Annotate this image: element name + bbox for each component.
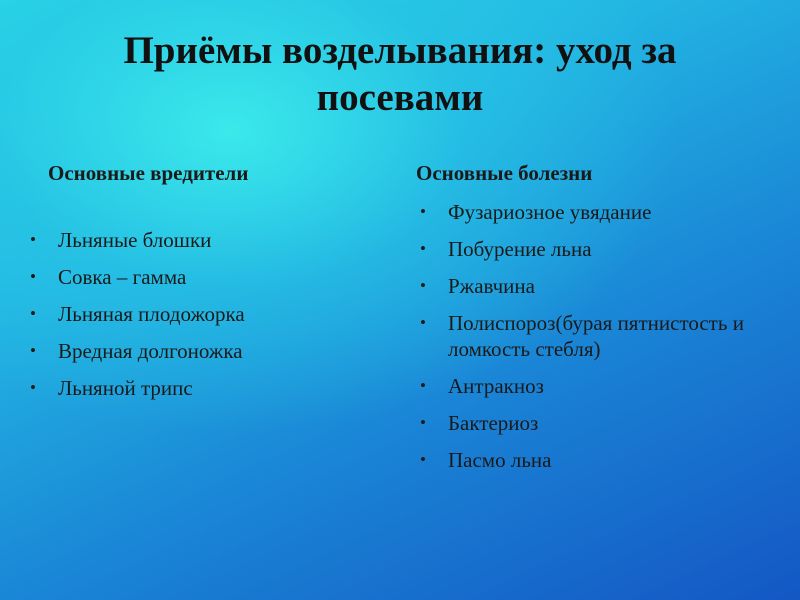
bullet-icon: • xyxy=(30,378,36,397)
list-item xyxy=(28,264,368,290)
disease-label: Побурение льна xyxy=(448,237,592,261)
list-item xyxy=(418,236,748,262)
bullet-icon: • xyxy=(30,341,36,360)
bullet-icon: • xyxy=(30,304,36,323)
pest-label: Совка – гамма xyxy=(58,265,187,289)
disease-label: Антракноз xyxy=(448,374,544,398)
pests-list xyxy=(28,227,368,412)
bullet-icon: • xyxy=(420,413,426,432)
pest-label: Льняная плодожорка xyxy=(58,302,245,326)
bullet-icon: • xyxy=(420,239,426,258)
bullet-icon: • xyxy=(30,230,36,249)
pests-heading: Основные вредители xyxy=(48,161,249,185)
pest-label: Вредная долгоножка xyxy=(58,339,243,363)
disease-label: Полиспороз(бурая пятнистость и ломкость стебля) xyxy=(448,311,744,361)
bullet-icon: • xyxy=(420,313,426,332)
bullet-icon: • xyxy=(420,376,426,395)
diseases-list xyxy=(418,199,748,484)
list-item xyxy=(418,273,748,299)
slide-title: Приёмы возделывания: уход за посевами xyxy=(123,29,677,119)
list-item xyxy=(28,338,368,364)
bullet-icon: • xyxy=(420,202,426,221)
list-item xyxy=(28,301,368,327)
bullet-icon: • xyxy=(420,276,426,295)
disease-label: Бактериоз xyxy=(448,411,539,435)
disease-label: Ржавчина xyxy=(448,274,535,298)
disease-label: Пасмо льна xyxy=(448,448,552,472)
diseases-heading: Основные болезни xyxy=(416,161,593,185)
list-item xyxy=(418,199,748,225)
pest-label: Льняные блошки xyxy=(58,228,212,252)
list-item xyxy=(418,373,748,399)
bullet-icon: • xyxy=(30,267,36,286)
list-item xyxy=(418,410,748,436)
list-item xyxy=(28,227,368,253)
disease-label: Фузариозное увядание xyxy=(448,200,652,224)
pest-label: Льняной трипс xyxy=(58,376,193,400)
list-item xyxy=(28,375,368,401)
bullet-icon: • xyxy=(420,450,426,469)
list-item xyxy=(418,447,748,473)
list-item xyxy=(418,310,748,362)
